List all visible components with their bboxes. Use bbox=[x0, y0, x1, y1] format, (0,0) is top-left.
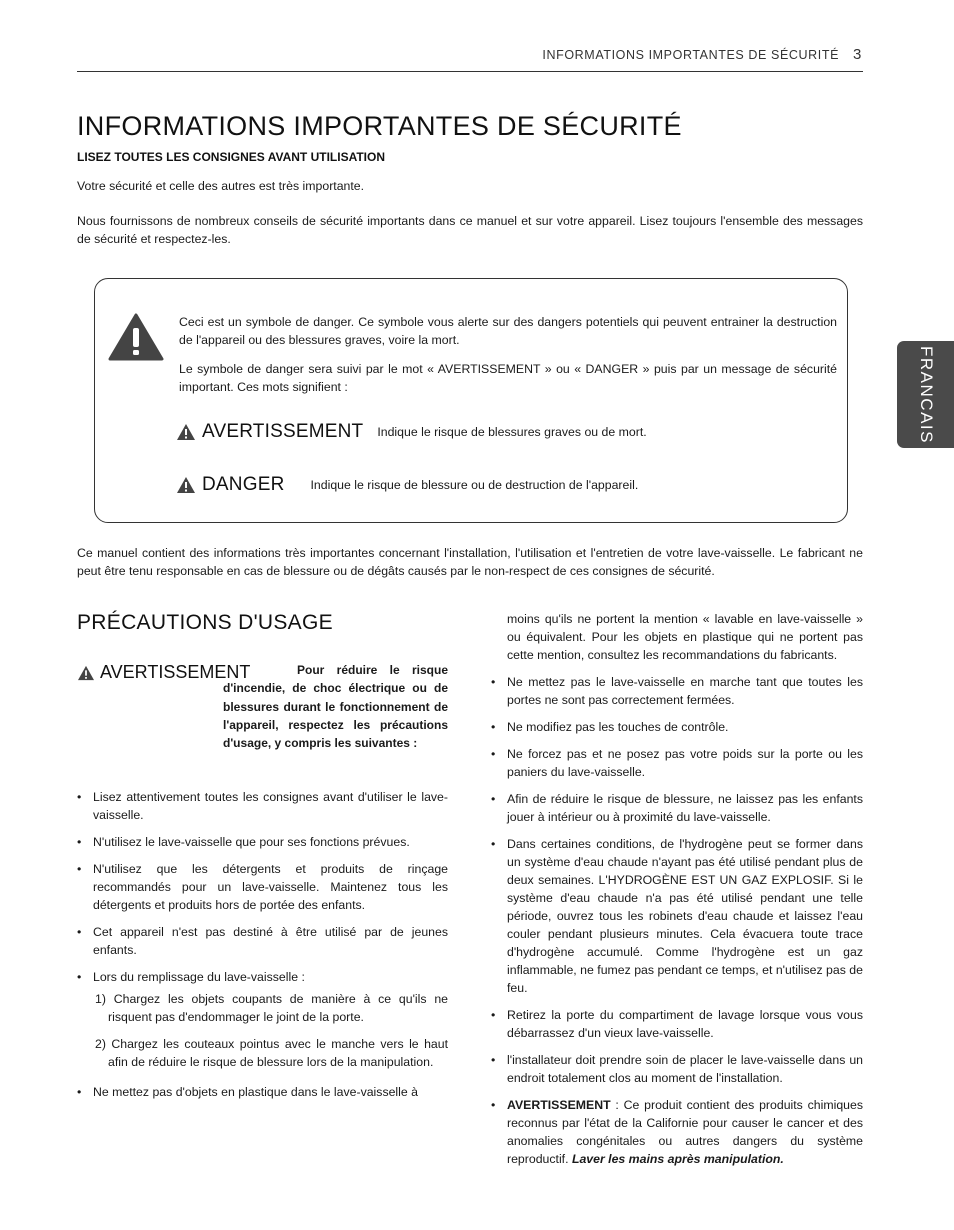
header-rule bbox=[77, 71, 863, 72]
list-item: • Ne forcez pas et ne posez pas votre poids sur la porte ou les paniers du lave-vaisselle. bbox=[491, 745, 863, 781]
list-item: • Ne mettez pas le lave-vaisselle en marche tant que toutes les portes ne sont pas correctement fermées. bbox=[491, 673, 863, 709]
intro-paragraph-1: Votre sécurité et celle des autres est très importante. bbox=[77, 179, 365, 193]
precautions-warning-text: Pour réduire le risque d'incendie, de choc électrique ou de blessures durant le fonctionnement de l'appareil, respectez les précautions d'usage, y compris les suivantes : bbox=[223, 663, 448, 751]
sub-list-item: 1) Chargez les objets coupants de manière à ce qu'ils ne risquent pas d'endommager le joint de la porte. bbox=[95, 992, 448, 1024]
page-subtitle: LISEZ TOUTES LES CONSIGNES AVANT UTILISATION bbox=[77, 150, 386, 164]
warning-description: Indique le risque de blessures graves ou de mort. bbox=[377, 425, 647, 439]
sub-list-item: 2) Chargez les couteaux pointus avec le manche vers le haut afin de réduire le risque de blessure lors de la manipulation. bbox=[95, 1037, 448, 1069]
manual-note: Ce manuel contient des informations très importantes concernant l'installation, l'utilisation et l'entretien de votre lave-vaisselle. Le fabricant ne peut être tenu responsable en cas de blessure ou de dégâts causés par le non-respect de ces consignes de sécurité. bbox=[77, 546, 863, 578]
danger-description: Indique le risque de blessure ou de destruction de l'appareil. bbox=[310, 478, 639, 492]
list-item: • N'utilisez le lave-vaisselle que pour ses fonctions prévues. bbox=[77, 833, 448, 851]
list-item: • N'utilisez que les détergents et produits de rinçage recommandés pour un lave-vaisselle. Maintenez tous les détergents et produits hors de portée des enfants. bbox=[77, 860, 448, 914]
warning-triangle-icon bbox=[176, 476, 196, 494]
precautions-right-column bbox=[491, 610, 863, 1168]
warning-triangle-icon bbox=[77, 665, 95, 681]
list-item: • Dans certaines conditions, de l'hydrogène peut se former dans un système d'eau chaude n'ayant pas été utilisé pendant plus de deux semaines. L'HYDROGÈNE EST UN GAZ EXPLOSIF. Si le système d'eau chaude n'a pas été utilisé pendant une telle période, ouvrez tous les robinets d'eau chaude et laissez l'eau couler pendant plusieurs minutes. Cela évacuera toute trace d'hydrogène accumulé. Comme l'hydrogène est un gaz inflammable, ne fumez pas pendant ce temps, et n'utilisez pas de feu. bbox=[491, 835, 863, 997]
list-item: • Ne modifiez pas les touches de contrôle. bbox=[491, 718, 863, 736]
page-number: 3 bbox=[853, 46, 862, 63]
page-title: INFORMATIONS IMPORTANTES DE SÉCURITÉ bbox=[77, 111, 682, 141]
warning-triangle-icon bbox=[176, 423, 196, 441]
danger-word: DANGER bbox=[202, 474, 285, 495]
prop65-text: : Ce produit contient des produits chimiques reconnus par l'état de la Californie pour causer le cancer et des anomalies congénitales ou autres dangers du système reproductif. bbox=[507, 1098, 863, 1166]
danger-symbol-box bbox=[94, 278, 848, 523]
running-title: INFORMATIONS IMPORTANTES DE SÉCURITÉ bbox=[542, 48, 840, 62]
precautions-warning-word: AVERTISSEMENT bbox=[100, 662, 251, 682]
section-title: PRÉCAUTIONS D'USAGE bbox=[77, 611, 333, 634]
list-item: • l'installateur doit prendre soin de placer le lave-vaisselle dans un endroit totalement clos au moment de l'installation. bbox=[491, 1051, 863, 1087]
danger-signal-row bbox=[176, 474, 638, 496]
prop65-warning-item bbox=[491, 1096, 863, 1168]
intro-paragraph-2: Nous fournissons de nombreux conseils de sécurité importants dans ce manuel et sur votre appareil. Lisez toujours l'ensemble des messages de sécurité et respectez-les. bbox=[77, 214, 863, 246]
precautions-left-column bbox=[77, 788, 448, 1101]
language-tab bbox=[897, 341, 954, 448]
danger-symbol-text: Ceci est un symbole de danger. Ce symbole vous alerte sur des dangers potentiels qui peuvent entrainer la destruction de l'appareil ou des blessures graves, voire la mort. bbox=[179, 315, 837, 347]
warning-signal-row bbox=[176, 421, 647, 443]
list-item-continuation: moins qu'ils ne portent la mention « lavable en lave-vaisselle » ou équivalent. Pour les objets en plastique qui ne portent pas cette mention, consultez les recommandations du fabricants. bbox=[507, 612, 863, 662]
language-tab-label: FRANCAIS bbox=[916, 345, 936, 444]
danger-follow-text: Le symbole de danger sera suivi par le mot « AVERTISSEMENT » ou « DANGER » puis par un message de sécurité important. Ces mots signifient : bbox=[179, 362, 837, 394]
prop65-label: AVERTISSEMENT bbox=[507, 1098, 611, 1112]
running-header bbox=[542, 46, 862, 63]
warning-word: AVERTISSEMENT bbox=[202, 421, 364, 442]
list-item: • Ne mettez pas d'objets en plastique dans le lave-vaisselle à bbox=[77, 1083, 448, 1101]
list-item: • Afin de réduire le risque de blessure, ne laissez pas les enfants jouer à intérieur ou à proximité du lave-vaisselle. bbox=[491, 790, 863, 826]
list-item: • Cet appareil n'est pas destiné à être utilisé par de jeunes enfants. bbox=[77, 923, 448, 959]
prop65-emphasis: Laver les mains après manipulation. bbox=[571, 1152, 784, 1166]
list-item: • Lors du remplissage du lave-vaisselle : bbox=[77, 968, 448, 986]
list-item: • Lisez attentivement toutes les consignes avant d'utiliser le lave-vaisselle. bbox=[77, 788, 448, 824]
danger-triangle-icon bbox=[108, 312, 164, 362]
list-item: • Retirez la porte du compartiment de lavage lorsque vous vous débarrassez d'un vieux lave-vaisselle. bbox=[491, 1006, 863, 1042]
